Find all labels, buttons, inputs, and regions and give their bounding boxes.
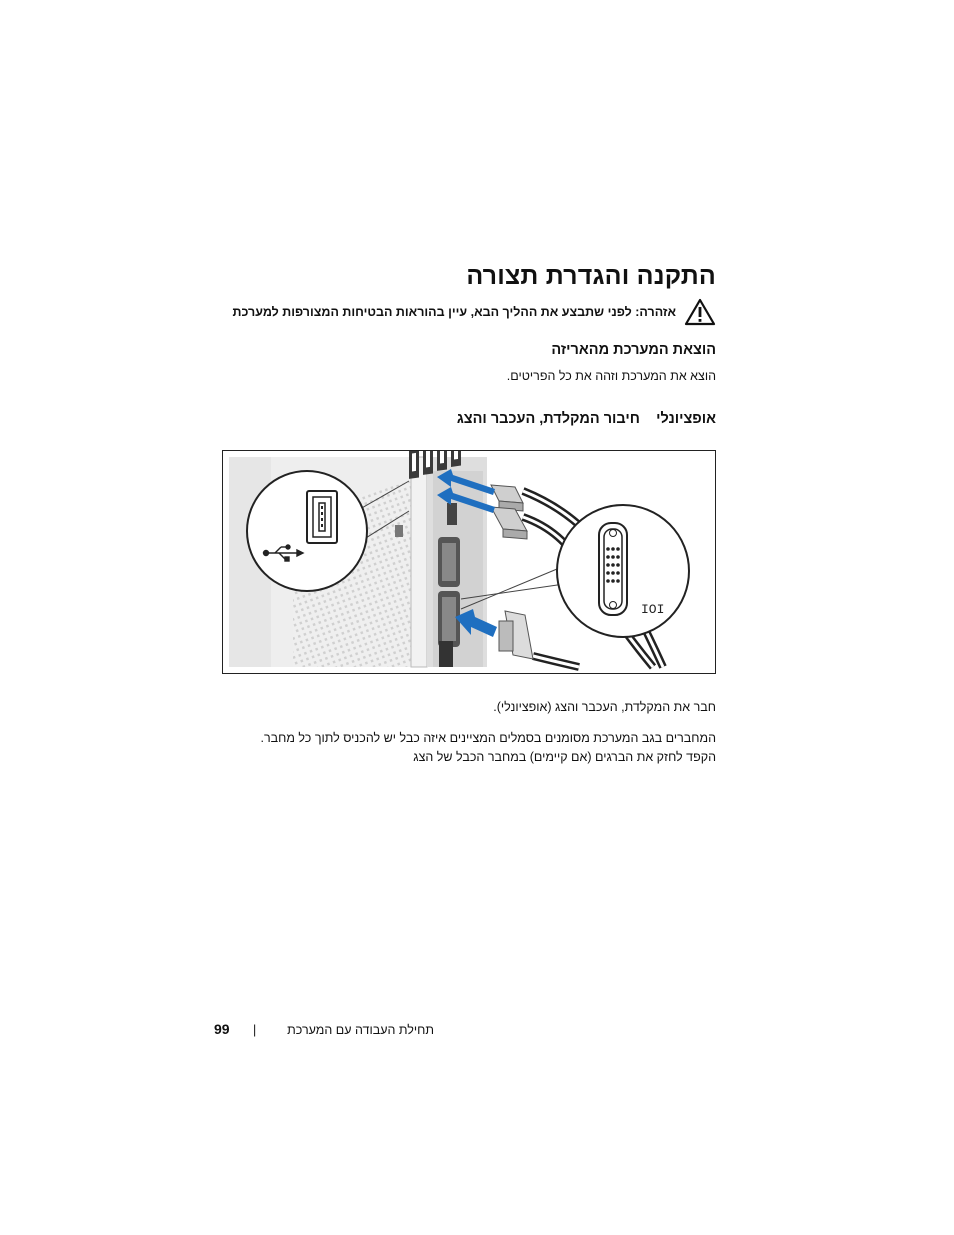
vga-plug xyxy=(499,611,579,667)
connection-drawing xyxy=(223,451,716,674)
usb-port-closeup xyxy=(307,491,337,543)
serial-port-symbol: IOI xyxy=(641,602,665,617)
usb-plug-2 xyxy=(491,507,527,539)
page-title: התקנה והגדרת תצורה xyxy=(466,262,716,290)
page-number: 99 xyxy=(214,1021,230,1037)
connection-illustration xyxy=(222,450,716,674)
caution-text: אזהרה: לפני שתבצע את ההליך הבא, עיין בהוראות הבטיחות המצורפות למערכת xyxy=(232,305,676,319)
paragraph-connect: חבר את המקלדת, העכבר והצג (אופציונלי). xyxy=(493,700,716,714)
warning-triangle-icon xyxy=(684,298,716,326)
paragraph-connectors-line2: הקפד לחזק את הברגים (אם קיימים) במחבר הכבל של הצג xyxy=(413,750,716,764)
section-text-unpacking: הוצא את המערכת וזהה את כל הפריטים. xyxy=(506,369,716,383)
section-heading-unpacking: הוצאת המערכת מהאריזה xyxy=(551,342,716,358)
footer-separator: | xyxy=(253,1023,257,1037)
footer-title: תחילת העבודה עם המערכת xyxy=(287,1023,434,1037)
section-heading-connect: אופציונלי חיבור המקלדת, העכבר והצג xyxy=(456,411,716,427)
caution-notice xyxy=(233,298,716,326)
paragraph-connectors-line1: המחברים בגב המערכת מסומנים בסמלים המציינים איזה כבל יש להכניס לתוך כל מחבר. xyxy=(260,731,716,745)
vga-port-closeup xyxy=(599,523,627,615)
